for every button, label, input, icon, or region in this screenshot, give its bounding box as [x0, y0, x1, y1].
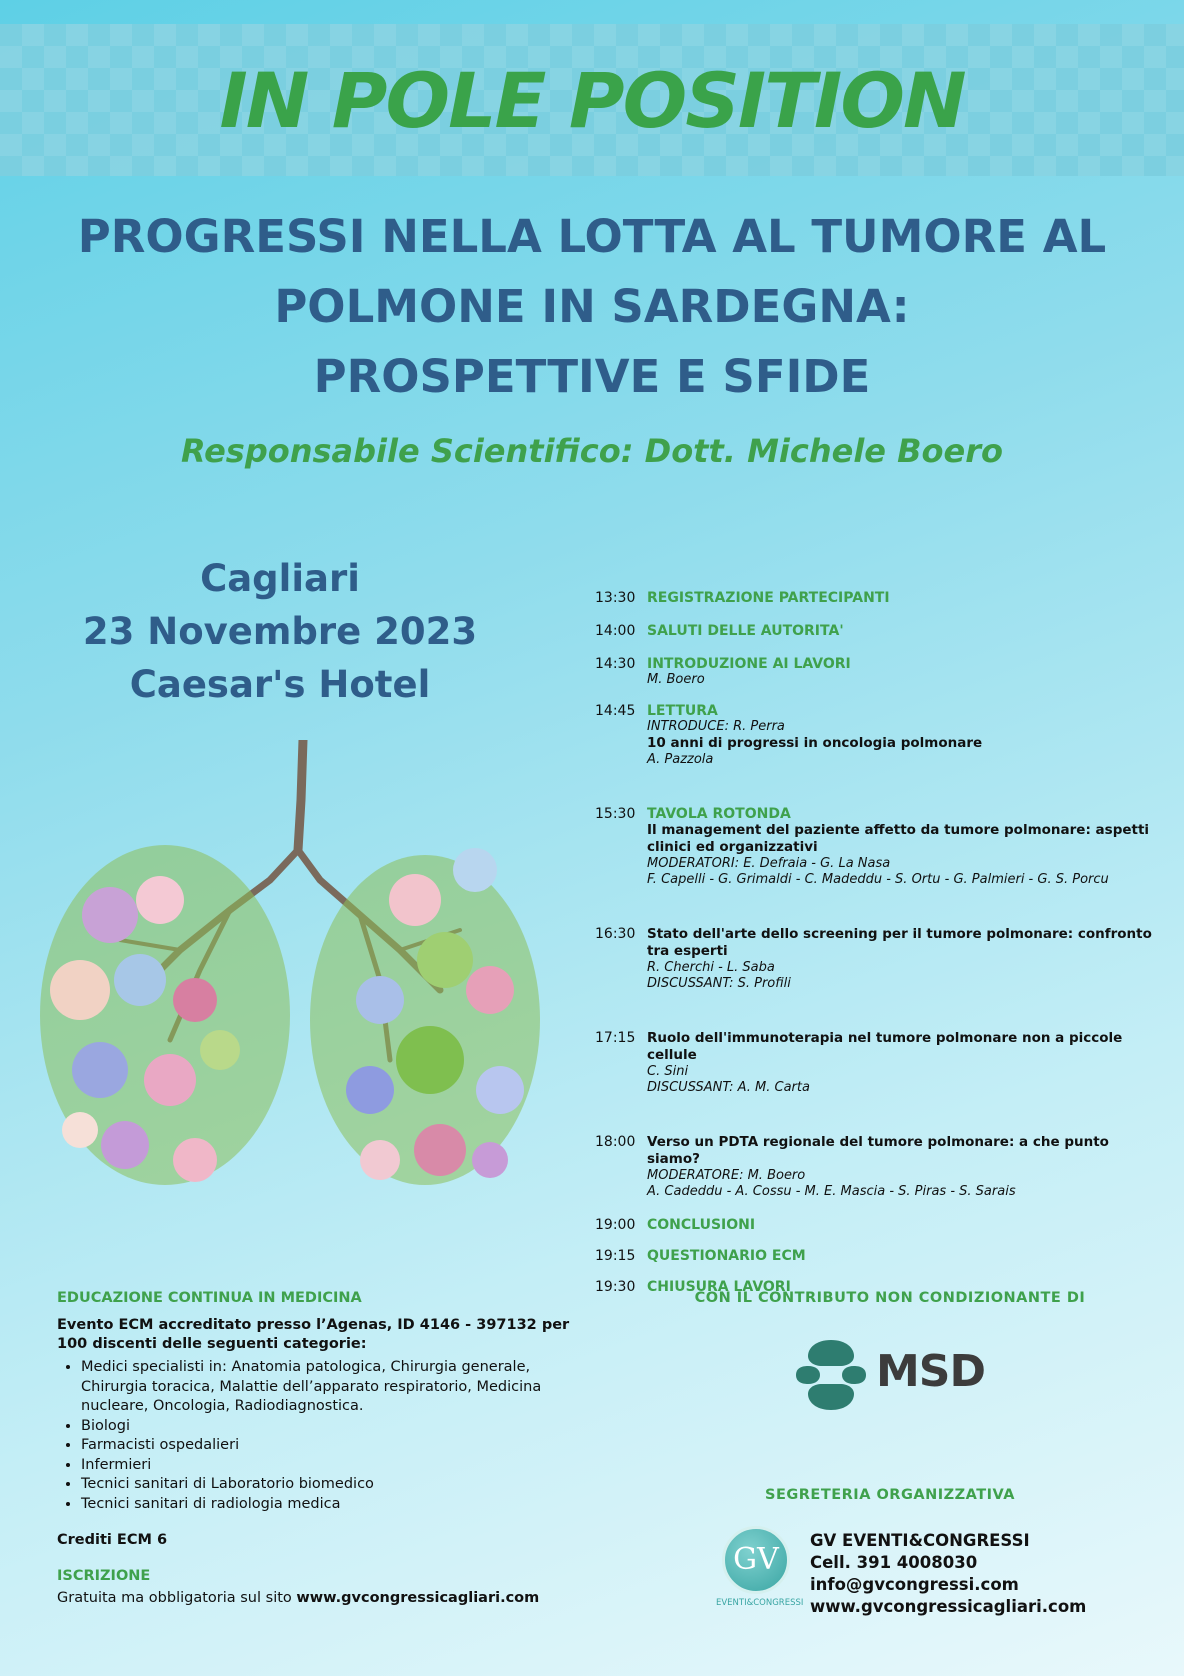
- registration-link[interactable]: www.gvcongressicagliari.com: [296, 1590, 540, 1606]
- ecm-category: • Medici specialisti in: Anatomia patologica, Chirurgia generale, Chirurgia toracica, Malattie dell’apparato respiratorio, Medicina nucleare, Oncologia, Radiodiagnostica.: [81, 1358, 577, 1417]
- main-title: [60, 202, 1124, 412]
- program-speakers: M. Boero: [647, 672, 705, 687]
- program-item: [595, 806, 1155, 888]
- organizer-name: GV EVENTI&CONGRESSI: [810, 1531, 1030, 1550]
- gv-logo-caption: EVENTI&CONGRESSI: [716, 1598, 804, 1608]
- program-time: 19:30: [595, 1279, 636, 1295]
- ecm-category: • Tecnici sanitari di Laboratorio biomedico: [81, 1475, 577, 1495]
- program-item: [595, 656, 1155, 688]
- sponsor-title: CON IL CONTRIBUTO NON CONDIZIONANTE DI: [694, 1290, 1086, 1306]
- program-introducer: INTRODUCE: R. Perra: [647, 719, 785, 734]
- program-title: CONCLUSIONI: [647, 1217, 756, 1233]
- sponsor-name: MSD: [876, 1346, 985, 1397]
- event-info: [40, 552, 520, 711]
- scientific-lead: Responsabile Scientifico: Dott. Michele Boero: [181, 432, 1003, 470]
- program-time: 16:30: [595, 926, 636, 942]
- program-item: [595, 1134, 1155, 1200]
- program-discussant: DISCUSSANT: S. Profili: [647, 976, 791, 991]
- floral-lungs-illustration: [20, 740, 560, 1220]
- program-speakers: R. Cherchi - L. Saba: [647, 960, 775, 975]
- program-item: [595, 1030, 1155, 1096]
- organizer-title: SEGRETERIA ORGANIZZATIVA: [765, 1487, 1015, 1503]
- program-time: 19:00: [595, 1217, 636, 1233]
- program-time: 19:15: [595, 1248, 636, 1264]
- ecm-category: • Infermieri: [81, 1456, 577, 1476]
- program-speakers: A. Pazzola: [647, 752, 714, 767]
- main-title-line-1: PROGRESSI NELLA LOTTA AL TUMORE AL: [77, 210, 1107, 263]
- program-title: LETTURA: [647, 703, 718, 719]
- program-time: 14:30: [595, 656, 636, 672]
- gv-logo-icon: GV: [722, 1526, 790, 1594]
- event-venue: Caesar's Hotel: [129, 663, 431, 706]
- event-date: 23 Novembre 2023: [82, 610, 478, 653]
- banner-title: IN POLE POSITION: [219, 56, 965, 145]
- program-moderators: MODERATORI: E. Defraia - G. La Nasa: [647, 856, 891, 871]
- program-speakers: C. Sini: [647, 1064, 689, 1079]
- main-title-line-3: PROSPETTIVE E SFIDE: [313, 350, 871, 403]
- registration-title: ISCRIZIONE: [57, 1568, 151, 1584]
- organizer-logo: [716, 1526, 804, 1616]
- program-time: 17:15: [595, 1030, 636, 1046]
- program-item: [595, 623, 1155, 639]
- program-item: [595, 1248, 1155, 1264]
- program-moderators: MODERATORE: M. Boero: [647, 1168, 806, 1183]
- msd-logo-icon: [794, 1338, 868, 1412]
- program-title: SALUTI DELLE AUTORITA': [647, 623, 844, 639]
- program-time: 18:00: [595, 1134, 636, 1150]
- program-discussant: DISCUSSANT: A. M. Carta: [647, 1080, 810, 1095]
- program-talk: Verso un PDTA regionale del tumore polmonare: a che punto siamo?: [647, 1134, 1109, 1167]
- organizer-email[interactable]: info@gvcongressi.com: [810, 1575, 1019, 1594]
- program-panel: F. Capelli - G. Grimaldi - C. Madeddu - S. Ortu - G. Palmieri - G. S. Porcu: [647, 872, 1109, 887]
- ecm-credits: Crediti ECM 6: [57, 1532, 168, 1548]
- program-time: 13:30: [595, 590, 636, 606]
- sponsor-logo: [790, 1338, 1010, 1412]
- program-panel: A. Cadeddu - A. Cossu - M. E. Mascia - S. Piras - S. Sarais: [647, 1184, 1016, 1199]
- registration-info: [57, 1590, 577, 1606]
- event-city: Cagliari: [200, 557, 360, 600]
- program-item: [595, 926, 1155, 992]
- program-schedule: [595, 590, 1155, 1295]
- ecm-category: • Biologi: [81, 1417, 577, 1437]
- ecm-intro: Evento ECM accreditato presso l’Agenas, ID 4146 - 397132 per 100 discenti delle seguenti categorie:: [57, 1317, 570, 1352]
- program-talk: 10 anni di progressi in oncologia polmonare: [647, 735, 983, 751]
- program-item: [595, 703, 1155, 768]
- ecm-section: [57, 1290, 577, 1606]
- program-time: 15:30: [595, 806, 636, 822]
- program-item: [595, 590, 1155, 606]
- organizer-contacts: [810, 1530, 1086, 1618]
- program-title: INTRODUZIONE AI LAVORI: [647, 656, 851, 672]
- ecm-category: • Farmacisti ospedalieri: [81, 1436, 577, 1456]
- main-title-line-2: POLMONE IN SARDEGNA:: [274, 280, 910, 333]
- program-time: 14:45: [595, 703, 636, 719]
- organizer-phone: Cell. 391 4008030: [810, 1553, 978, 1572]
- organizer-website[interactable]: www.gvcongressicagliari.com: [810, 1597, 1087, 1616]
- ecm-categories: [57, 1358, 577, 1514]
- program-item: [595, 1217, 1155, 1233]
- program-title: CHIUSURA LAVORI: [647, 1279, 791, 1295]
- ecm-title: EDUCAZIONE CONTINUA IN MEDICINA: [57, 1290, 362, 1306]
- program-title: QUESTIONARIO ECM: [647, 1248, 806, 1264]
- registration-text: Gratuita ma obbligatoria sul sito: [57, 1590, 297, 1606]
- program-talk: Il management del paziente affetto da tumore polmonare: aspetti clinici ed organizzativi: [647, 822, 1150, 855]
- program-talk: Ruolo dell'immunoterapia nel tumore polmonare non a piccole cellule: [647, 1030, 1123, 1063]
- program-talk: Stato dell'arte dello screening per il tumore polmonare: confronto tra esperti: [647, 926, 1152, 959]
- program-title: REGISTRAZIONE PARTECIPANTI: [647, 590, 890, 606]
- program-time: 14:00: [595, 623, 636, 639]
- ecm-category: • Tecnici sanitari di radiologia medica: [81, 1495, 577, 1515]
- program-title: TAVOLA ROTONDA: [647, 806, 791, 822]
